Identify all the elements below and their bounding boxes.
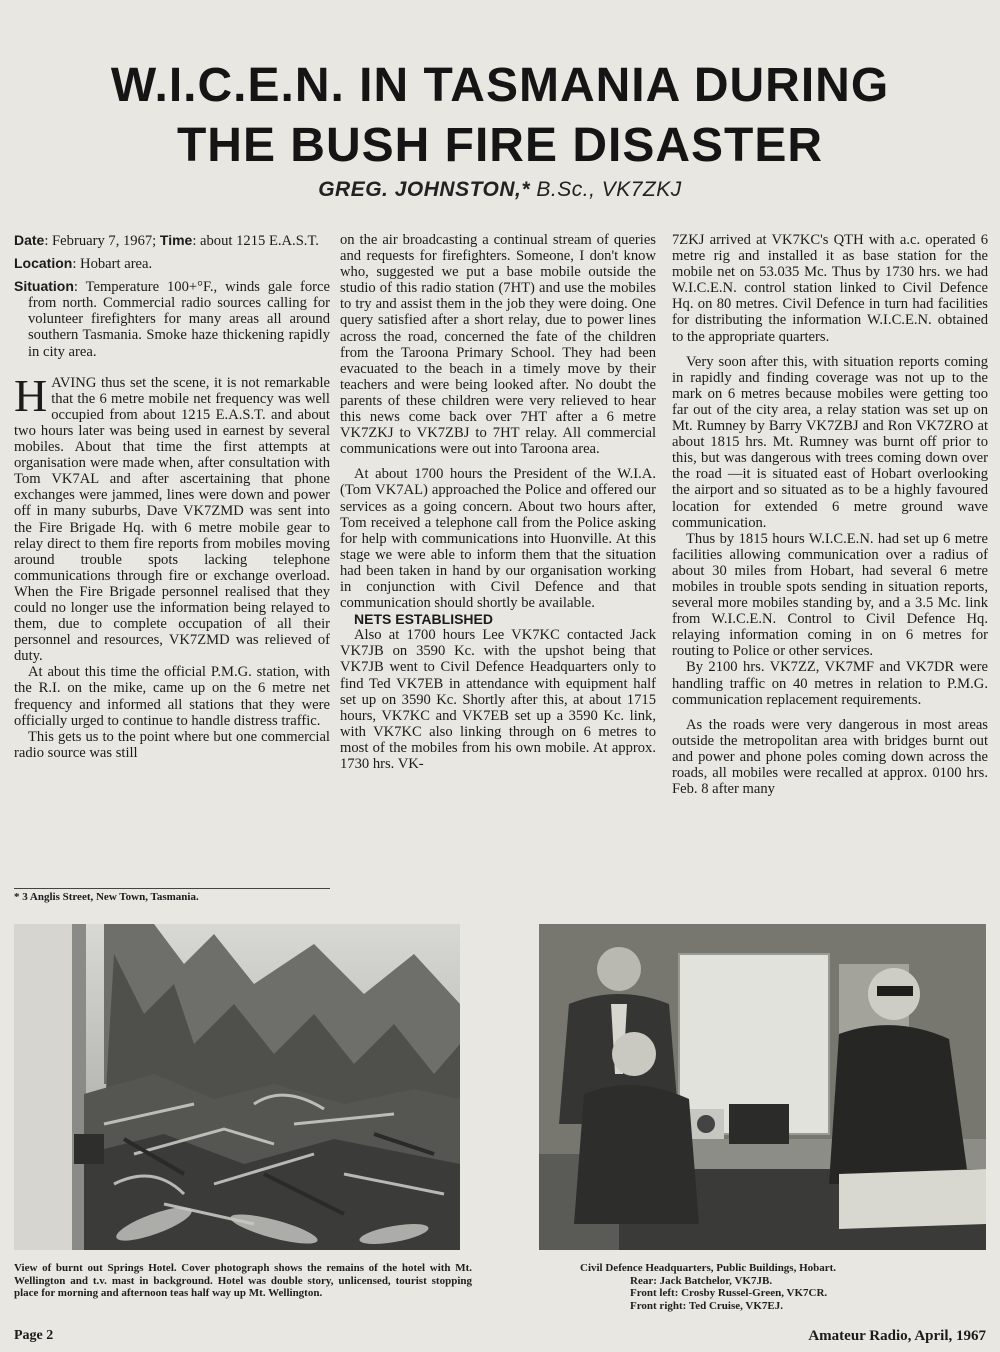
caption-line: Civil Defence Headquarters, Public Buildings, Hobart. <box>580 1262 837 1274</box>
photo-caption-right <box>580 1262 990 1312</box>
body-paragraph: on the air broadcasting a continual stream of queries and requests for firefighters. Someone, I don't know who, suggested we put a base mobile outside the studio of this radio station (7HT) and use the mobiles to try and assist them in the job they were doing. One query satisfied after a short relay, due to power lines across the road, concerned the fate of the children from the Taroona Primary School. They had been evacuated to the beach in a timely move by their teachers and were being looked after. No doubt the parents of these children were very relieved to hear this news come back over 7HT after a 6 metre VK7ZKJ to VK7ZBJ to 7HT relay. All commercial communications were out into Taroona area. <box>340 232 656 458</box>
column-2 <box>340 232 656 890</box>
body-paragraph: As the roads were very dangerous in most areas outside the metropolitan area with bridges burnt out and power and phone poles coming down across the roads, all mobiles were recalled at approx. 0100 hrs. Feb. 8 after many <box>672 716 988 798</box>
meta-location <box>14 255 330 272</box>
title-line-1: W.I.C.E.N. IN TASMANIA DURING <box>110 59 890 112</box>
section-heading: NETS ESTABLISHED <box>354 611 493 628</box>
drop-cap: H <box>14 369 48 421</box>
photo-burnt-hotel <box>14 924 460 1250</box>
paragraph-text: thus set the scene, it is not remarkable that the 6 metre mobile net frequency was well occupied from about 1215 E.A.S.T. and about two hours later was being used in earnest by several mobiles. About that time the first attempts at organisation were made when, after consultation with Tom VK7AL and after ascertaining that phone exchanges were jammed, lines were down and power off in many suburbs, Dave VK7ZMD was sent into the Fire Brigade Hq. with 6 metre mobile gear to relay direct to them fire reports from mobiles moving around trouble spots lacking telephone communications through fire or exchange overload. When the Fire Brigade personnel realised that they could no longer use the information being relayed to them, due to complete occupation of all their personnel and resources, VK7ZMD was relieved of duty. <box>14 374 330 665</box>
body-paragraph: At about 1700 hours the President of the W.I.A. (Tom VK7AL) approached the Police and offered our services as a going concern. About two hours after, Tom received a telephone call from the Police asking for help with communications into Huonville. At this stage we were able to inform them that the situation had been taken in hand by our organisation working in conjunction with Civil Defence and that communication should shortly be available. <box>340 466 656 612</box>
byline <box>0 178 1000 202</box>
footnote: * 3 Anglis Street, New Town, Tasmania. <box>14 888 330 903</box>
body-paragraph: 7ZKJ arrived at VK7KC's QTH with a.c. operated 6 metre rig and installed it as base station for the mobile net on 53.035 Mc. Thus by 1730 hrs. we had W.I.C.E.N. control station linked to Civil Defence Hq. on 80 metres. Civil Defence in turn had facilities for distributing the information W.I.C.E.N. obtained to the appropriate quarters. <box>672 232 988 345</box>
publication-footer: Amateur Radio, April, 1967 <box>808 1328 986 1344</box>
column-1 <box>14 232 330 890</box>
body-paragraph: By 2100 hrs. VK7ZZ, VK7MF and VK7DR were handling traffic on 40 metres in relation to P.M.G. communication replacement requirements. <box>672 659 988 708</box>
caption-line: Rear: Jack Batchelor, VK7JB. <box>630 1274 773 1287</box>
meta-situation <box>14 278 330 359</box>
photo-caption-left: View of burnt out Springs Hotel. Cover photograph shows the remains of the hotel with Mt. Wellington and t.v. mast in background. Hotel was double story, unlicensed, tourist stopping place for morning and afternoon teas half way up Mt. Wellington. <box>14 1262 472 1299</box>
page-number: Page 2 <box>14 1328 54 1343</box>
time-text: : about 1215 E.A.S.T. <box>192 233 319 249</box>
location-text: : Hobart area. <box>72 256 153 273</box>
situation-label: Situation <box>14 278 74 295</box>
body-paragraph: This gets us to the point where but one commercial radio source was still <box>14 728 330 761</box>
date-text: : February 7, 1967; <box>44 233 160 249</box>
article-title <box>0 56 1000 176</box>
column-3 <box>672 232 988 890</box>
title-line-2: THE BUSH FIRE DISASTER <box>176 119 824 172</box>
body-paragraph <box>14 369 330 665</box>
situation-text: : Temperature 100+°F., winds gale force from north. Commercial radio sources calling for volunteer firefighters for many areas all around southern Tasmania. Smoke haze thickening rapidly in city area. <box>28 279 330 360</box>
lead-in-caps: AVING <box>51 374 97 391</box>
body-paragraph: Very soon after this, with situation reports coming in rapidly and finding coverage was not up to the mark on 6 metres because mobiles were getting too far out of the city area, a relay station was set up on Mt. Rumney by Barry VK7ZBJ and Ron VK7ZRO at about 1815 hrs. Mt. Rumney was burnt off prior to this, but was dangerous with trees coming down over the road —it is situated east of Hobart overlooking the airport and so situated as to be a highly favoured location for extended 6 metre ground wave communication. <box>672 353 988 531</box>
photo-civil-defence-hq <box>539 924 986 1250</box>
body-paragraph: Thus by 1815 hours W.I.C.E.N. had set up 6 metre facilities allowing communication over a radius of about 30 miles from Hobart, had several 6 metre mobiles in trouble spots sending in situation reports, several more mobiles standing by, and a 3.5 Mc. link from W.I.C.E.N. Control to Civil Defence Hq. relaying information coming in on 6 metres for routing to Police or other services. <box>672 530 988 660</box>
date-label: Date <box>14 232 45 248</box>
caption-line: Front right: Ted Cruise, VK7EJ. <box>630 1299 783 1312</box>
caption-line: Front left: Crosby Russel-Green, VK7CR. <box>630 1287 828 1299</box>
location-label: Location <box>14 255 73 272</box>
author-name: GREG. JOHNSTON,* <box>318 178 531 201</box>
meta-date <box>14 232 330 249</box>
time-label: Time <box>159 232 193 248</box>
author-credentials: B.Sc., VK7ZKJ <box>530 178 682 201</box>
body-paragraph: Also at 1700 hours Lee VK7KC contacted Jack VK7JB on 3590 Kc. with the upshot being that VK7JB went to Civil Defence Headquarters only to find Ted VK7EB in attendance with equipment half set up on 3590 Kc. Shortly after this, at about 1715 hours, VK7KC and VK7EB set up a 3590 Kc. link, with VK7KC also linking through on 6 metres to most of the mobiles from his own mobile. At approx. 1730 hrs. VK- <box>340 627 656 772</box>
body-paragraph: At about this time the official P.M.G. station, with the R.I. on the mike, came up on the 6 metre net frequency and informed all stations that they were officially urged to continue to handle distress traffic. <box>14 664 330 729</box>
